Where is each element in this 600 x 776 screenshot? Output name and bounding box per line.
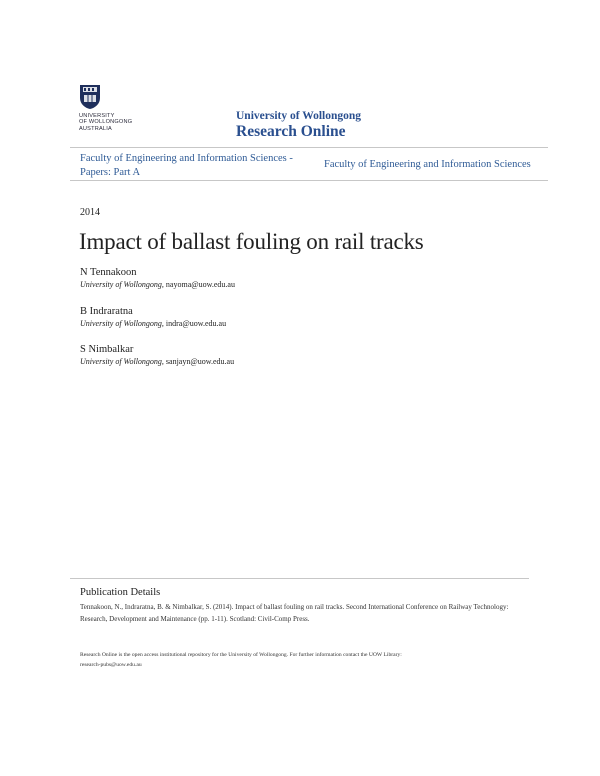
footer-email[interactable]: research-pubs@uow.edu.au	[80, 662, 142, 668]
author-entry	[80, 266, 235, 290]
author-entry	[80, 305, 226, 329]
author-email[interactable]: nayoma@uow.edu.au	[165, 280, 235, 289]
author-entry	[80, 343, 234, 367]
divider	[70, 578, 529, 579]
author-email[interactable]: indra@uow.edu.au	[165, 319, 227, 328]
repository-name: Research Online	[236, 123, 346, 140]
series-link-papers[interactable]: Faculty of Engineering and Information Sciences - Papers: Part A	[80, 153, 293, 178]
series-link-faculty[interactable]: Faculty of Engineering and Information Sciences	[324, 159, 531, 170]
author-affiliation: University of Wollongong, nayoma@uow.edu.au	[80, 280, 235, 289]
publication-details-heading: Publication Details	[80, 587, 161, 598]
logo-wordmark: UNIVERSITY OF WOLLONGONG AUSTRALIA	[79, 113, 133, 132]
footer-text: Research Online is the open access institutional repository for the University of Wollongong. For further information contact the UOW Library:	[80, 652, 402, 658]
university-crest-icon	[79, 84, 101, 110]
publication-details-text: Tennakoon, N., Indraratna, B. & Nimbalkar, S. (2014). Impact of ballast fouling on rail tracks. Second International Conference on Railway Technology: Research, Development and Maintenance (pp. 1-11). Scotland: Civil-Comp Press.	[80, 603, 509, 623]
author-affiliation: University of Wollongong, sanjayn@uow.edu.au	[80, 357, 235, 366]
author-name: N Tennakoon	[80, 267, 137, 278]
divider	[70, 147, 548, 148]
university-logo	[79, 84, 149, 136]
repository-university: University of Wollongong	[236, 110, 362, 122]
author-name: B Indraratna	[80, 306, 133, 317]
repository-footer	[80, 650, 530, 670]
author-email[interactable]: sanjayn@uow.edu.au	[165, 357, 235, 366]
author-affiliation: University of Wollongong, indra@uow.edu.au	[80, 319, 227, 328]
author-name: S Nimbalkar	[80, 344, 134, 355]
publication-year: 2014	[80, 207, 100, 218]
repository-heading[interactable]	[236, 110, 361, 141]
paper-title: Impact of ballast fouling on rail tracks	[79, 229, 424, 254]
divider	[70, 180, 548, 181]
